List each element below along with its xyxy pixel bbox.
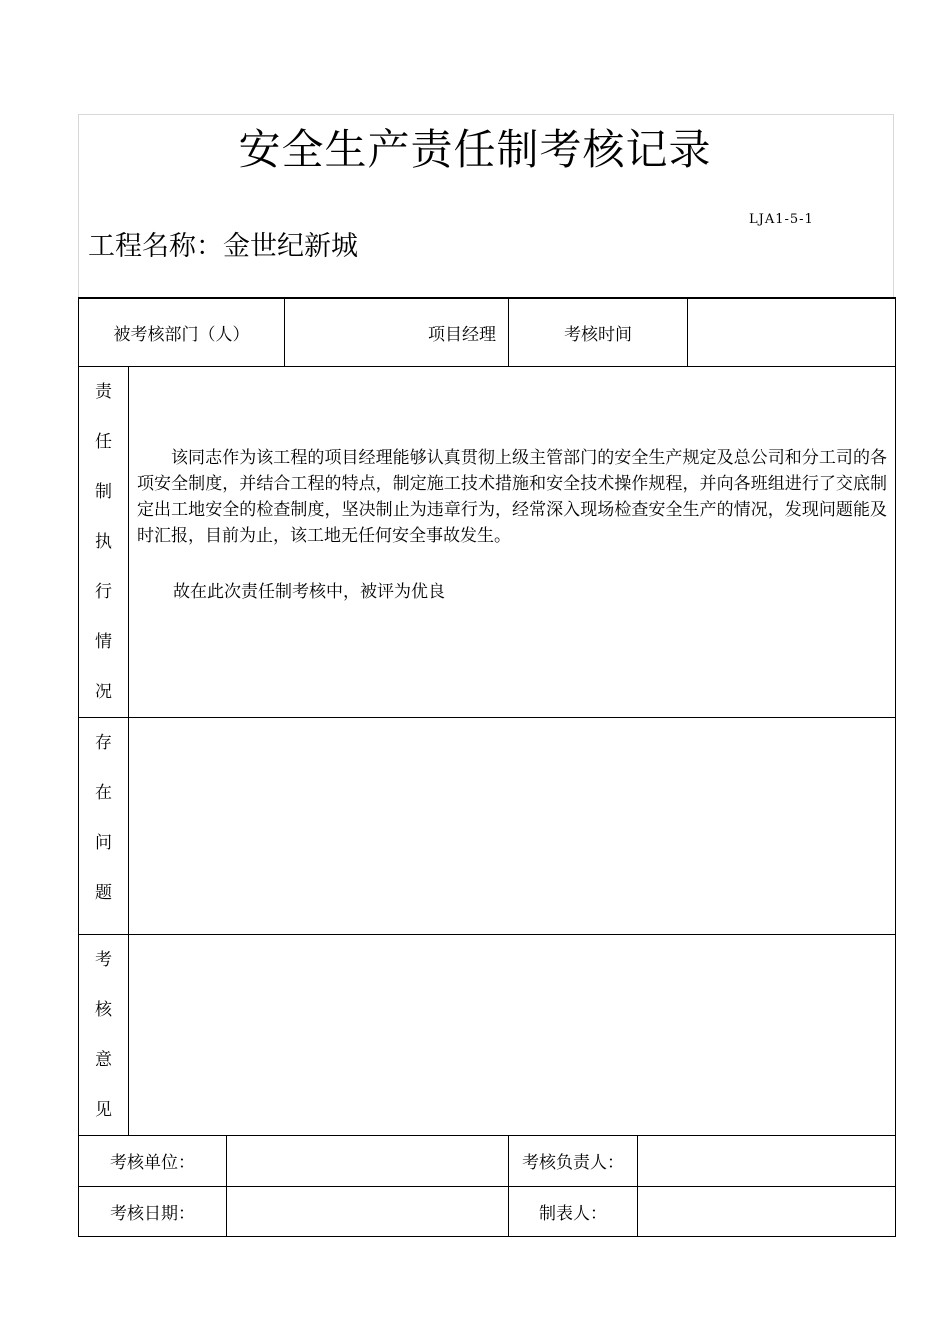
opinion-content[interactable]	[129, 934, 896, 1135]
date-value[interactable]	[227, 1186, 509, 1236]
maker-value[interactable]	[638, 1186, 896, 1236]
assessment-table	[78, 297, 896, 1237]
problems-content[interactable]	[129, 717, 896, 934]
leader-label: 考核负责人：	[509, 1135, 638, 1186]
execution-paragraph: 该同志作为该工程的项目经理能够认真贯彻上级主管部门的安全生产规定及总公司和分工司的各项安全制度，并结合工程的特点，制定施工技术措施和安全技术操作规程，并向各班组进行了交底制定出工地安全的检查制度，坚决制止为违章行为，经常深入现场检查安全生产的情况，发现问题能及时汇报，目前为止，该工地无任何安全事故发生。	[137, 447, 888, 546]
document-title: 安全生产责任制考核记录	[238, 125, 712, 174]
form-code: LJA1-5-1	[749, 212, 814, 227]
time-label: 考核时间	[509, 298, 688, 366]
project-name: 工程名称：金世纪新城	[88, 231, 358, 262]
unit-label: 考核单位：	[79, 1135, 227, 1186]
time-value[interactable]	[688, 298, 896, 366]
maker-label: 制表人：	[509, 1186, 638, 1236]
leader-value[interactable]	[638, 1135, 896, 1186]
date-label: 考核日期：	[79, 1186, 227, 1236]
execution-conclusion: 故在此次责任制考核中，被评为优良	[173, 581, 445, 602]
problems-label: 存 在 问 题	[79, 717, 129, 934]
execution-label: 责 任 制 执 行 情 况	[79, 366, 129, 717]
dept-value: 项目经理	[285, 298, 509, 366]
execution-content	[129, 366, 896, 717]
opinion-label: 考 核 意 见	[79, 934, 129, 1135]
unit-value[interactable]	[227, 1135, 509, 1186]
dept-label: 被考核部门（人）	[79, 298, 285, 366]
